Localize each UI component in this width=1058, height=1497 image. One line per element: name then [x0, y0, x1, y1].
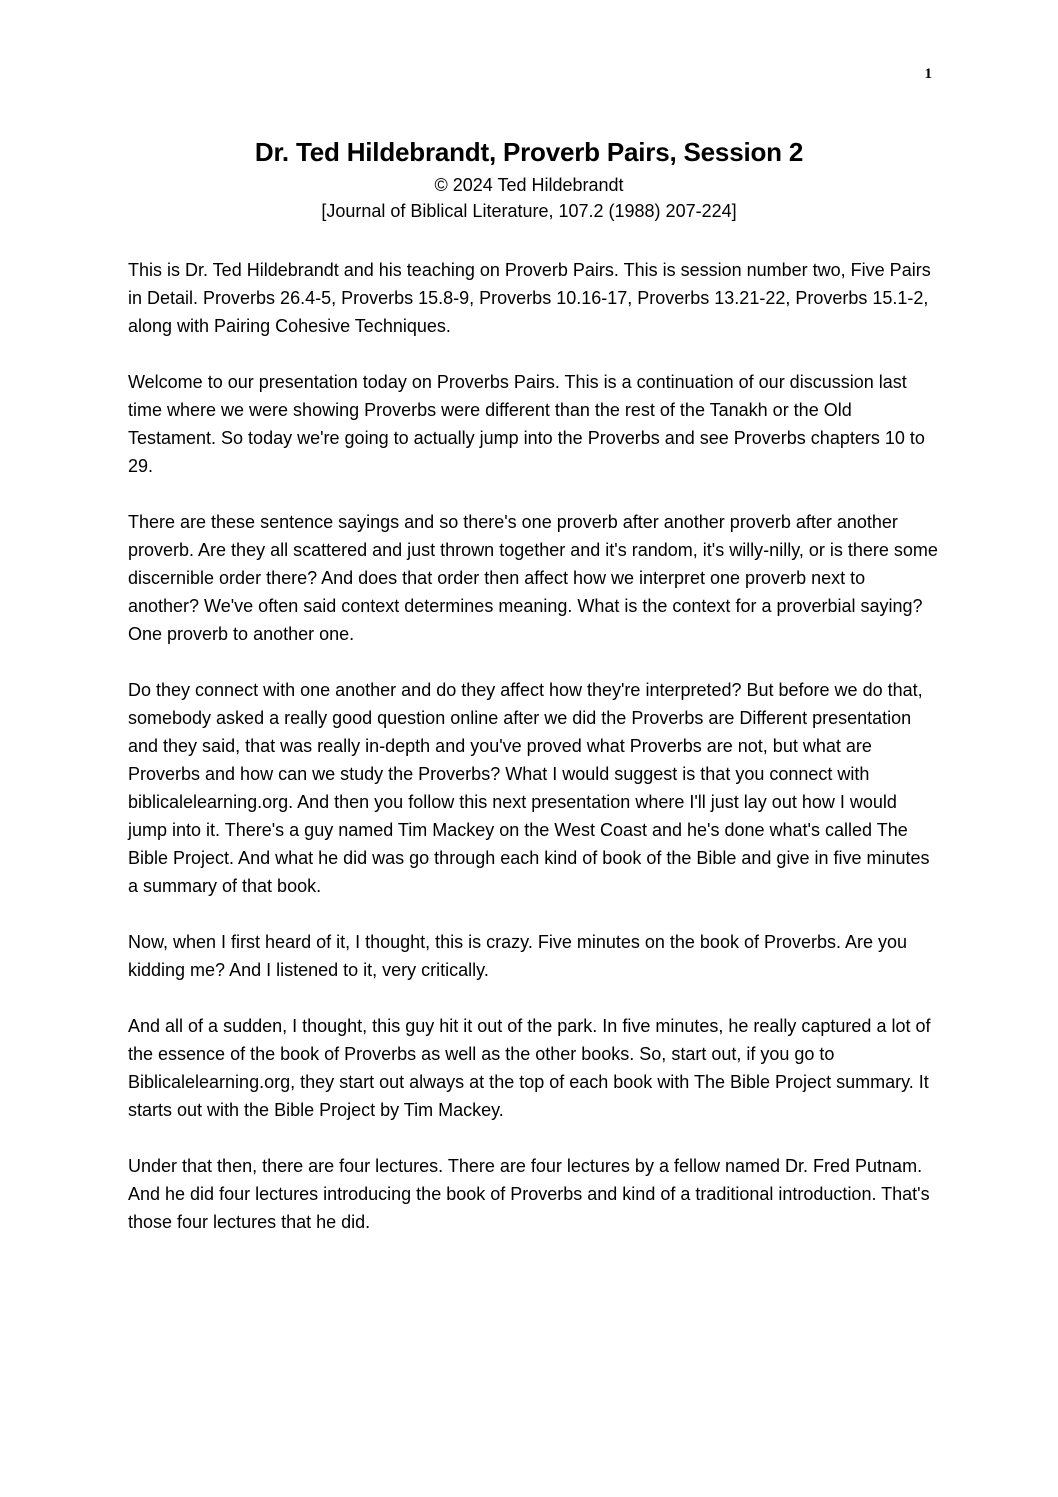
citation-line: [Journal of Biblical Literature, 107.2 (1988) 207-224] [321, 201, 737, 221]
paragraph: And all of a sudden, I thought, this guy hit it out of the park. In five minutes, he really captured a lot of the essence of the book of Proverbs as well as the other books. So, start out, if you go to Biblicalelearning.org, they start out always at the top of each book with The Bible Project summary. It starts out with the Bible Project by Tim Mackey. [128, 1016, 931, 1120]
document-title: Dr. Ted Hildebrandt, Proverb Pairs, Session 2 [254, 137, 804, 167]
paragraph: This is Dr. Ted Hildebrandt and his teaching on Proverb Pairs. This is session number two, Five Pairs in Detail. Proverbs 26.4-5, Proverbs 15.8-9, Proverbs 10.16-17, Proverbs 13.21-22, Proverbs 15.1-2, along with Pairing Cohesive Techniques. [128, 260, 931, 336]
paragraph: There are these sentence sayings and so there's one proverb after another proverb after another proverb. Are they all scattered and just thrown together and it's random, it's willy-nilly, or is there some discernible order there? And does that order then affect how we interpret one proverb next to another? We've often said context determines meaning. What is the context for a proverbial saying? One proverb to another one. [128, 512, 938, 644]
paragraph: Under that then, there are four lectures. There are four lectures by a fellow named Dr. Fred Putnam. And he did four lectures introducing the book of Proverbs and kind of a traditional introduction. That's those four lectures that he did. [128, 1156, 930, 1232]
page-number: 1 [924, 66, 932, 82]
document-body [128, 256, 938, 1264]
document-header [0, 132, 1058, 224]
paragraph: Now, when I first heard of it, I thought, this is crazy. Five minutes on the book of Proverbs. Are you kidding me? And I listened to it, very critically. [128, 932, 908, 980]
paragraph: Welcome to our presentation today on Proverbs Pairs. This is a continuation of our discussion last time where we were showing Proverbs were different than the rest of the Tanakh or the Old Testament. So today we're going to actually jump into the Proverbs and see Proverbs chapters 10 to 29. [128, 372, 925, 476]
copyright-line: © 2024 Ted Hildebrandt [434, 175, 624, 195]
paragraph: Do they connect with one another and do they affect how they're interpreted? But before we do that, somebody asked a really good question online after we did the Proverbs are Different presentation and they said, that was really in-depth and you've proved what Proverbs are not, but what are Proverbs and how can we study the Proverbs? What I would suggest is that you connect with biblicalelearning.org. And then you follow this next presentation where I'll just lay out how I would jump into it. There's a guy named Tim Mackey on the West Coast and he's done what's called The Bible Project. And what he did was go through each kind of book of the Bible and give in five minutes a summary of that book. [128, 680, 930, 896]
